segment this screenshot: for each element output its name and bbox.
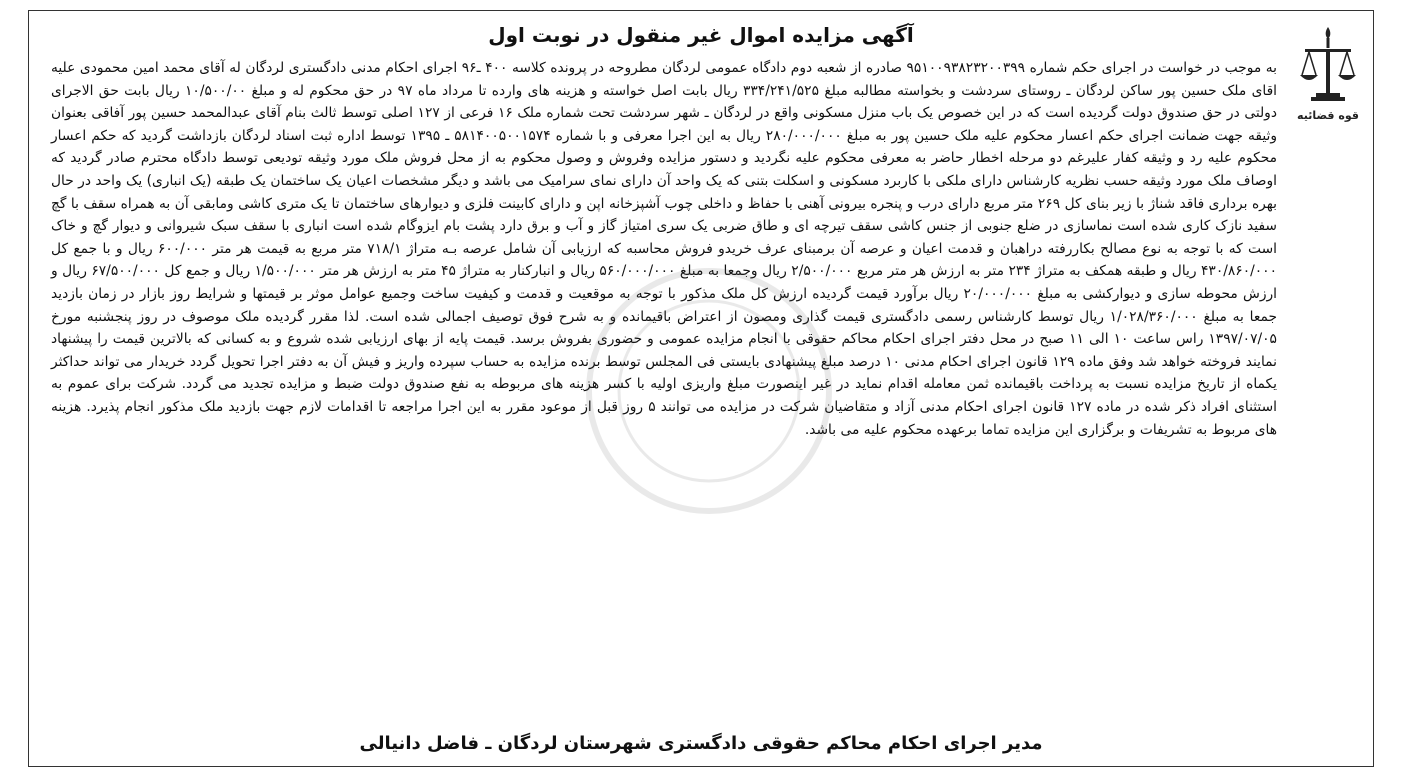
notice-frame xyxy=(28,10,1374,767)
notice-signature: مدیر اجرای احکام محاکم حقوقی دادگستری شهرستان لردگان ـ فاضل دانیالی xyxy=(359,733,1043,754)
notice-body xyxy=(51,57,1277,441)
notice-body-paragraph: به موجب در خواست در اجرای حکم شماره ۹۵۱۰۰۹۳۸۲۳۲۰۰۳۹۹ صادره از شعبه دوم دادگاه عمومی لردگان مطروحه در پرونده کلاسه ۴۰۰ ـ۹۶ اجرای احکام مدنی دادگستری لردگان له آقای محمد امین محمودی علیه اقای ملک حسین پور ساکن لردگان ـ روستای سردشت و بخواسته مطالبه مبلغ ۳۳۴/۲۴۱/۵۲۵ ریال بابت اصل خواسته و هزینه های وارده تا مرداد ماه ۹۷ در حق محکوم له و مبلغ ۱۰/۵۰۰/۰۰ ریال بابت حق الاجرای دولتی در حق صندوق دولت گردیده است که در این خصوص یک باب منزل مسکونی واقع در لردگان ـ شهر سردشت تحت شماره ملک ۱۶ فرعی از ۱۲۷ اصلی توسط ثالث بنام آقای عبدالمحمد حسین پور آفاقی بعنوان وثیقه جهت ضمانت اجرای حکم اعسار محکوم علیه ملک حسین پور به مبلغ ۲۸۰/۰۰۰/۰۰۰ ریال به این اجرا معرفی و با شماره ۵۸۱۴۰۰۵۰۰۱۵۷۴ ـ ۱۳۹۵ توسط اداره ثبت اسناد لردگان بازداشت گردید که حکم اعسار محکوم علیه رد و وثیقه کفار علیرغم دو مرحله اخطار حاضر به معرفی محکوم علیه نگردید و دستور مزایده وفروش و وصول محکوم به از محل فروش ملک مورد وثیقه تودیعی توسط دادگاه محترم صادر گردید که اوصاف ملک مورد وثیقه حسب نظریه کارشناس دارای ملکی با کاربرد مسکونی و اسکلت بتنی که یک واحد آن دارای نمای سرامیک می باشد و دیگر مشخصات اعیان یک ساختمان یک طبقه (یک انباری) یک واحد در حال بهره برداری فاقد شناژ با زیر بنای کل ۲۶۹ متر مربع دارای درب و پنجره بیرونی آهنی با حفاظ و داخلی چوب آشپزخانه اپن و دارای کابینت فلزی و دیوارهای ساختمان تا یک متری کاشی ومابقی آن به همراه سقف با گچ سفید نازک کاری شده است نماسازی در ضلع جنوبی از جنس کاشی سقف تیرچه ای و طاق ضربی یک سری امتیاز گاز و آب و برق دارد پشت بام ایزوگام شده است انباری با سقف سبک شیروانی و دیوار گچ و خاک است که با توجه به نوع مصالح بکاررفته دراهبان و قدمت اعیان و عرصه آن برمبنای عرف خریدو فروش محاسبه که ارزیابی آن شامل عرصه بـه متراژ ۷۱۸/۱ متر مربع به قیمت هر متر ۶۰۰/۰۰۰ ریال و با جمع کل ۴۳۰/۸۶۰/۰۰۰ ریال و طبقه همکف به متراژ ۲۳۴ متر به ارزش هر متر مربع ۲/۵۰۰/۰۰۰ ریال وجمعا به مبلغ ۵۶۰/۰۰۰/۰۰۰ ریال و انبارکنار به متراژ ۴۵ متر به ارزش هر متر ۱/۵۰۰/۰۰۰ ریال و جمع کل ۶۷/۵۰۰/۰۰۰ ریال و ارزش محوطه سازی و دیوارکشی به مبلغ ۲۰/۰۰۰/۰۰۰ ریال برآورد قیمت گردیده ارزش کل ملک مذکور با توجه به موقعیت و قدمت و کیفیت ساخت وجمیع عوامل موثر بر قیمتها و شرایط روز بازار در زمان بازدید جمعا به مبلغ ۱/۰۲۸/۳۶۰/۰۰۰ ریال توسط کارشناس رسمی دادگستری قیمت گذاری ومصون از اعتراض باقیمانده و به شرح فوق توصیف اجمالی شده است. لذا مقرر گردیده ملک موصوف در روز پنجشنبه مورخ ۱۳۹۷/۰۷/۰۵ راس ساعت ۱۰ الی ۱۱ صبح در محل دفتر اجرای احکام محاکم حقوقی با انجام مزایده عمومی و حضوری بفروش برسد. قیمت پایه از بهای ارزیابی شده شروع و به کسانی که بالاترین قیمت را پیشنهاد نمایند فروخته خواهد شد وفق ماده ۱۲۹ قانون اجرای احکام مدنی ۱۰ درصد مبلغ پیشنهادی بایستی فی المجلس توسط برنده مزایده به حساب سپرده واریز و فیش آن به دفتر اجرا تحویل گردد خریدار می تواند حداکثر یکماه از تاریخ مزایده نسبت به پرداخت باقیمانده ثمن معامله اقدام نماید در غیر اینصورت مبلغ واریزی اولیه با کسر هزینه های مربوطه به نفع صندوق دولت ضبط و مزایده تجدید می گردد. شرکت برای عموم به استثنای افراد ذکر شده در ماده ۱۲۷ قانون اجرای احکام مدنی آزاد و متقاضیان شرکت در مزایده می توانند ۵ روز قبل از موعود مقرر به این اجرا مراجعه تا اقدامات لازم جهت بازدید ملک مذکور انجام پذیرد. هزینه های مربوط به تشریفات و برگزاری این مزایده تماما برعهده محکوم علیه می باشد. xyxy=(51,60,1278,438)
notice-title: آگهی مزایده اموال غیر منقول در نوبت اول xyxy=(488,23,914,47)
emblem-label: قوه قضائیه xyxy=(1297,109,1359,122)
